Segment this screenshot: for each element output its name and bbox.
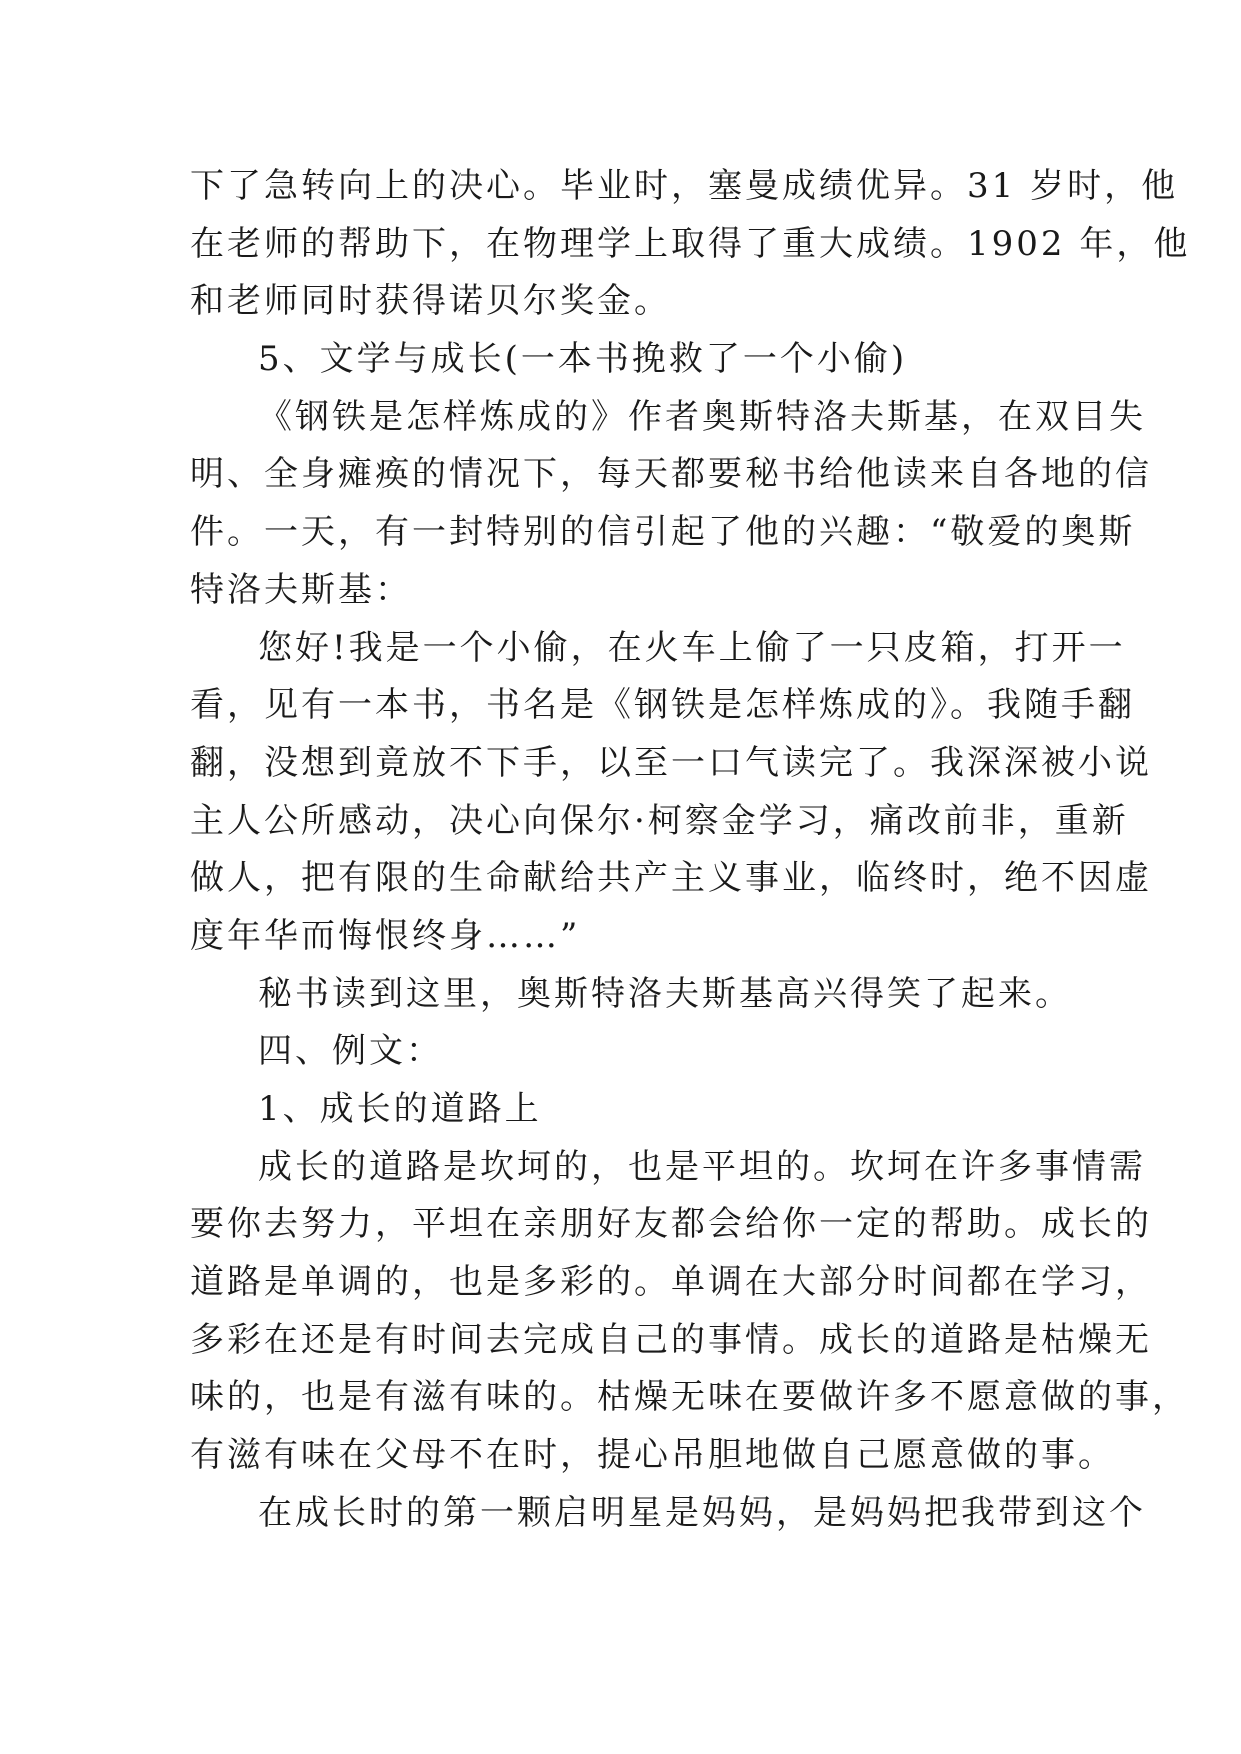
text-line: 道路是单调的，也是多彩的。单调在大部分时间都在学习， bbox=[190, 1262, 1152, 1303]
section-heading: 1、成长的道路上 bbox=[258, 1089, 542, 1129]
text-line: 有滋有味在父母不在时，提心吊胆地做自己愿意做的事。 bbox=[190, 1435, 1115, 1476]
text-line: 和老师同时获得诺贝尔奖金。 bbox=[190, 281, 671, 322]
text-line: 翻，没想到竟放不下手，以至一口气读完了。我深深被小说 bbox=[190, 742, 1152, 783]
text-line: 在成长时的第一颗启明星是妈妈，是妈妈把我带到这个 bbox=[258, 1492, 1146, 1533]
section-heading: 5、文学与成长(一本书挽救了一个小偷) bbox=[258, 339, 908, 380]
text-line: 下了急转向上的决心。毕业时，塞曼成绩优异。31 岁时，他 bbox=[190, 166, 1179, 206]
text-line: 特洛夫斯基： bbox=[190, 569, 412, 610]
text-line: 做人，把有限的生命献给共产主义事业，临终时，绝不因虚 bbox=[190, 858, 1152, 899]
text-line: 要你去努力，平坦在亲朋好友都会给你一定的帮助。成长的 bbox=[190, 1204, 1152, 1245]
text-line: 成长的道路是坎坷的，也是平坦的。坎坷在许多事情需 bbox=[258, 1146, 1146, 1187]
text-line: 在老师的帮助下，在物理学上取得了重大成绩。1902 年，他 bbox=[190, 223, 1191, 264]
text-line: 明、全身瘫痪的情况下，每天都要秘书给他读来自各地的信 bbox=[190, 454, 1152, 495]
text-line: 《钢铁是怎样炼成的》作者奥斯特洛夫斯基，在双目失 bbox=[258, 396, 1146, 437]
text-line: 您好!我是一个小偷，在火车上偷了一只皮箱，打开一 bbox=[258, 627, 1126, 668]
text-line: 件。一天，有一封特别的信引起了他的兴趣：“敬爱的奥斯 bbox=[190, 512, 1136, 553]
body-text bbox=[190, 158, 1191, 1543]
text-line: 度年华而悔恨终身……” bbox=[190, 915, 581, 956]
text-line: 味的，也是有滋有味的。枯燥无味在要做许多不愿意做的事， bbox=[190, 1377, 1189, 1418]
text-line: 多彩在还是有时间去完成自己的事情。成长的道路是枯燥无 bbox=[190, 1319, 1152, 1360]
text-line: 看，见有一本书，书名是《钢铁是怎样炼成的》。我随手翻 bbox=[190, 685, 1135, 726]
text-line: 秘书读到这里，奥斯特洛夫斯基高兴得笑了起来。 bbox=[258, 973, 1072, 1014]
text-line: 主人公所感动，决心向保尔·柯察金学习，痛改前非，重新 bbox=[190, 800, 1129, 841]
section-heading: 四、例文： bbox=[258, 1031, 443, 1072]
